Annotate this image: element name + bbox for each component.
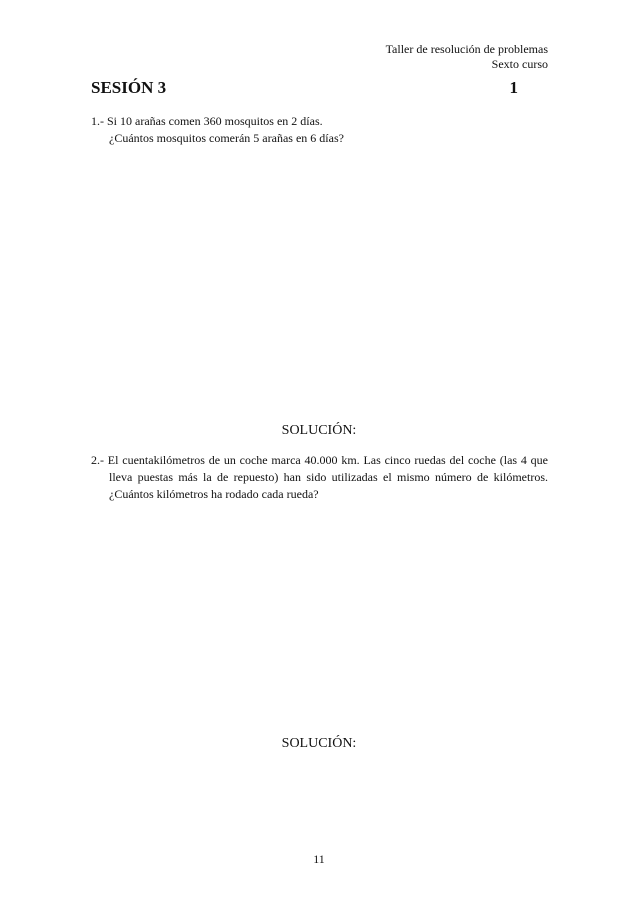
session-heading (91, 78, 518, 98)
header-course-title: Taller de resolución de problemas (385, 42, 548, 56)
problem-2 (91, 452, 548, 503)
header-grade: Sexto curso (491, 57, 548, 71)
problem-2-solution-label: SOLUCIÓN: (281, 736, 357, 751)
page-number: 11 (313, 852, 325, 866)
problem-1-solution-label: SOLUCIÓN: (281, 423, 357, 438)
session-title: SESIÓN 3 (91, 78, 167, 97)
header (386, 42, 548, 72)
problem-1 (91, 113, 548, 147)
problem-1-question: ¿Cuántos mosquitos comerán 5 arañas en 6 días? (109, 131, 344, 145)
problem-1-statement: 1.- Si 10 arañas comen 360 mosquitos en 2 días. (91, 114, 323, 128)
session-number: 1 (509, 78, 518, 97)
problem-2-statement: 2.- El cuentakilómetros de un coche marca 40.000 km. Las cinco ruedas del coche (las 4 que lleva puestas más la de repuesto) han sido utilizadas el mismo número de kilómetros. ¿Cuántos kilómetros ha rodado cada rueda? (91, 453, 548, 501)
